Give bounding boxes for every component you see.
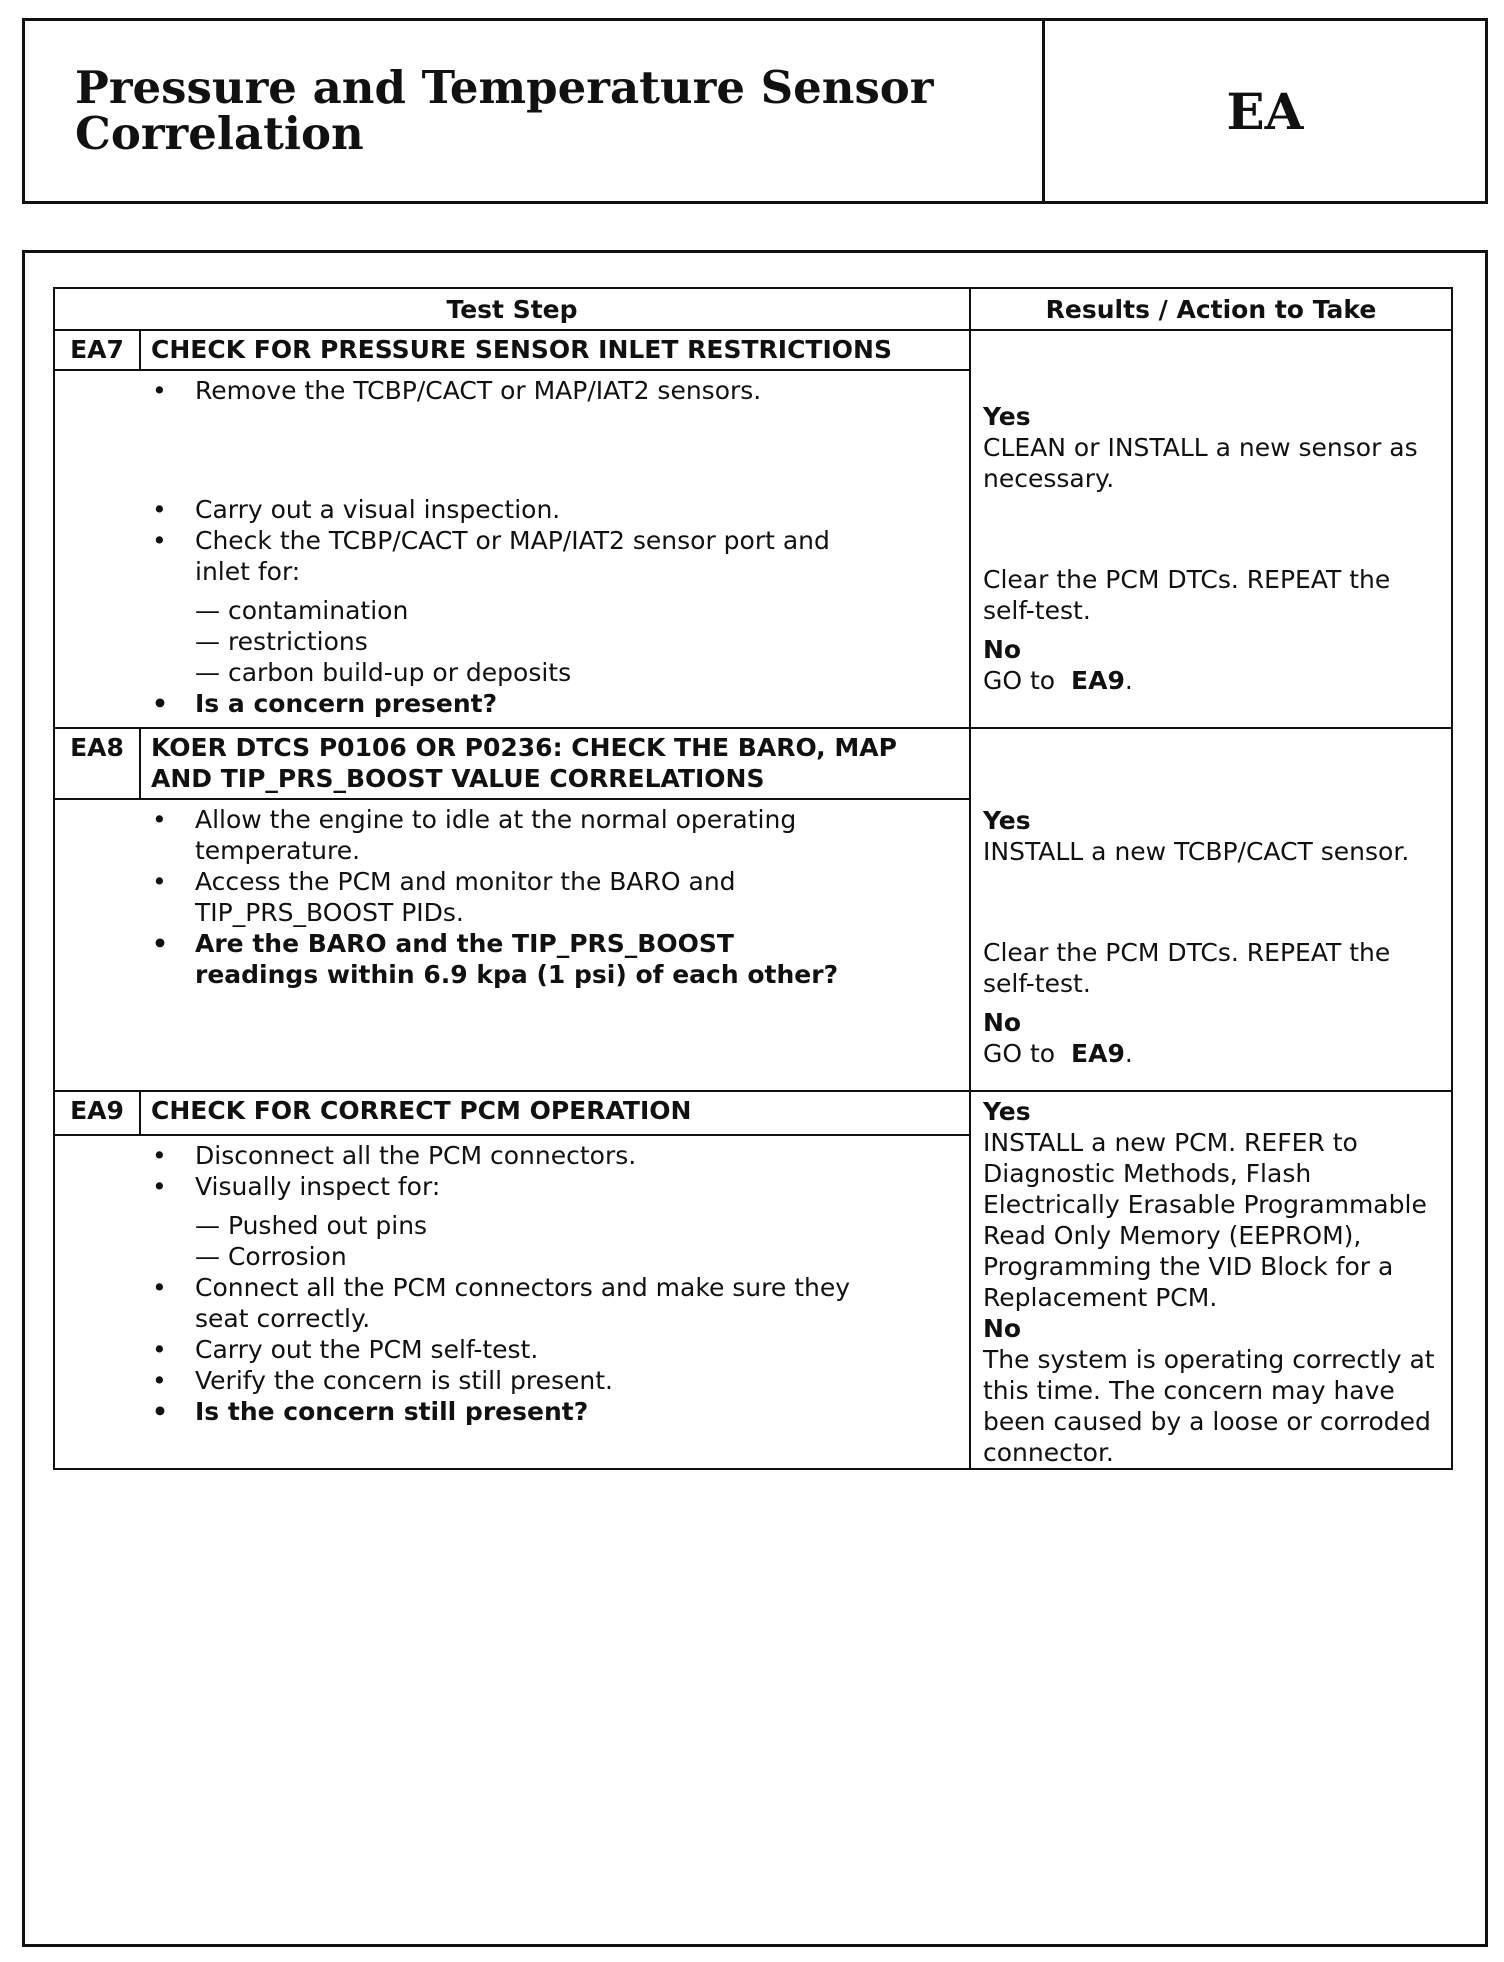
test-step-header: Test Step <box>54 288 970 330</box>
step-ea7-no-prefix: GO to <box>983 666 1056 695</box>
step-ea7-dash-1: — contamination <box>195 596 409 625</box>
step-ea7-no-suffix: . <box>1124 666 1133 695</box>
step-ea8-heading: KOER DTCS P0106 OR P0236: CHECK THE BARO, MAP AND TIP_PRS_BOOST VALUE CORRELATIONS <box>140 728 970 799</box>
step-ea9-no-label: No <box>983 1314 1022 1343</box>
step-ea9-bullet-5: • Verify the concern is still present. <box>55 1365 959 1396</box>
step-ea7-bullet-1: • Remove the TCBP/CACT or MAP/IAT2 sensors. <box>55 375 959 406</box>
step-ea7-heading: CHECK FOR PRESSURE SENSOR INLET RESTRICTIONS <box>140 330 970 370</box>
diagnostic-table <box>53 287 1453 1470</box>
step-ea8-id: EA8 <box>54 728 140 799</box>
step-ea8-no-suffix: . <box>1124 1039 1133 1068</box>
step-ea8-no-target: EA9 <box>1071 1039 1125 1068</box>
step-ea9-bullet-1: • Disconnect all the PCM connectors. <box>55 1140 959 1171</box>
step-ea7-bullet-2: • Carry out a visual inspection. <box>55 494 959 525</box>
step-ea9-question: • Is the concern still present? <box>55 1396 959 1427</box>
step-ea8-no-action <box>983 1038 1443 1069</box>
page-title-line-1: Pressure and Temperature Sensor <box>75 61 934 114</box>
page-title <box>25 21 1045 201</box>
step-ea8-results <box>970 728 1452 1091</box>
step-ea8-yes-label: Yes <box>983 806 1031 835</box>
step-ea8-no-prefix: GO to <box>983 1039 1056 1068</box>
step-ea7-body <box>54 370 970 728</box>
step-ea9-dash-1: — Pushed out pins <box>195 1211 428 1241</box>
step-ea7-no-action <box>983 665 1443 696</box>
step-ea9-yes-label: Yes <box>983 1097 1031 1126</box>
step-ea8-no-label: No <box>983 1008 1022 1037</box>
page-header <box>22 18 1488 204</box>
step-ea9-bullet-3: • Connect all the PCM connectors and make sure they seat correctly. <box>55 1272 959 1334</box>
step-ea7-id: EA7 <box>54 330 140 370</box>
step-ea7-dash-2: — restrictions <box>195 627 368 656</box>
step-ea8-heading-row <box>54 728 1452 799</box>
step-ea8-yes-text2: Clear the PCM DTCs. REPEAT the self-test. <box>983 938 1391 998</box>
step-ea9-bullet-4: • Carry out the PCM self-test. <box>55 1334 959 1365</box>
step-ea9-yes-text: INSTALL a new PCM. REFER to Diagnostic Methods, Flash Electrically Erasable Programmable Read Only Memory (EEPROM), Programming the VID Block for a Replacement PCM. <box>983 1128 1427 1312</box>
table-header-row <box>54 288 1452 330</box>
step-ea9-body <box>54 1135 970 1469</box>
step-ea8-question: • Are the BARO and the TIP_PRS_BOOST readings within 6.9 kpa (1 psi) of each other? <box>55 928 959 990</box>
results-header: Results / Action to Take <box>970 288 1452 330</box>
step-ea8-yes-text: INSTALL a new TCBP/CACT sensor. <box>983 837 1410 866</box>
step-ea7-question: • Is a concern present? <box>55 688 959 719</box>
step-ea9-results <box>970 1091 1452 1469</box>
step-ea9-no-text: The system is operating correctly at this time. The concern may have been caused by a loose or corroded connector. <box>983 1345 1435 1467</box>
step-ea8-bullet-2: • Access the PCM and monitor the BARO and TIP_PRS_BOOST PIDs. <box>55 866 959 928</box>
step-ea7-bullet-3: • Check the TCBP/CACT or MAP/IAT2 sensor port and inlet for: <box>55 525 959 587</box>
step-ea9-id: EA9 <box>54 1091 140 1135</box>
step-ea7-yes-text2: Clear the PCM DTCs. REPEAT the self-test. <box>983 565 1391 625</box>
step-ea7-heading-row <box>54 330 1452 370</box>
section-code: EA <box>1226 81 1304 141</box>
step-ea7-yes-label: Yes <box>983 402 1031 431</box>
step-ea7-yes-text: CLEAN or INSTALL a new sensor as necessary. <box>983 433 1418 493</box>
step-ea7-no-target: EA9 <box>1071 666 1125 695</box>
step-ea7-no-label: No <box>983 635 1022 664</box>
step-ea7-dash-3: — carbon build-up or deposits <box>195 658 572 687</box>
step-ea9-bullet-2: • Visually inspect for: <box>55 1171 959 1202</box>
step-ea9-dash-2: — Corrosion <box>195 1242 347 1272</box>
step-ea9-heading-row <box>54 1091 1452 1135</box>
step-ea7-results <box>970 330 1452 728</box>
step-ea9-heading: CHECK FOR CORRECT PCM OPERATION <box>140 1091 970 1135</box>
step-ea8-body <box>54 799 970 1091</box>
step-ea8-bullet-1: • Allow the engine to idle at the normal operating temperature. <box>55 804 959 866</box>
page-title-line-2: Correlation <box>75 107 364 160</box>
